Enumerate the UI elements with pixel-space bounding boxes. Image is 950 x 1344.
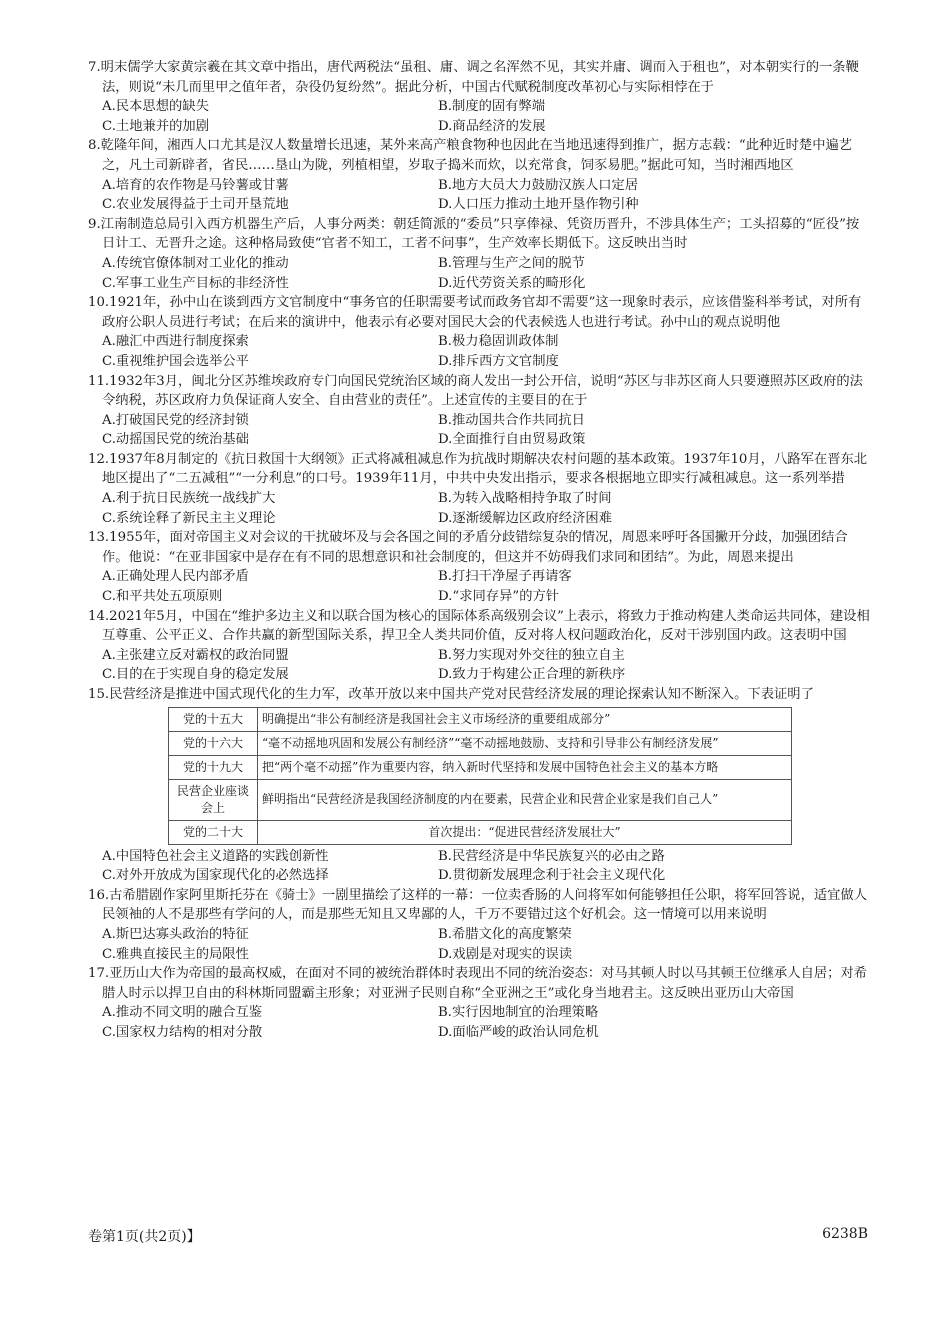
exam-page	[88, 58, 872, 1043]
question-stem: 16.古希腊剧作家阿里斯托芬在《骑士》一剧里描绘了这样的一幕：一位卖香肠的人问将军如何能够担任公职，将军回答说，适宜做人民领袖的人不是那些有学问的人，而是那些无知且又卑鄙的人，千万不要错过这个好机会。这一情境可以用来说明	[88, 887, 868, 923]
option-d: D.面临严峻的政治认同危机	[438, 1024, 599, 1040]
option-c: C.动摇国民党的统治基础	[102, 432, 249, 448]
option-a: A.推动不同文明的融合互鉴	[102, 1005, 263, 1021]
option-a: A.主张建立反对霸权的政治同盟	[102, 647, 289, 663]
option-b: B.希腊文化的高度繁荣	[438, 926, 572, 942]
option-b: B.极力稳固训政体制	[438, 334, 559, 350]
option-b: B.制度的固有弊端	[438, 99, 546, 115]
option-c: C.系统诠释了新民主主义理论	[102, 510, 276, 526]
options	[88, 567, 872, 606]
question-stem: 11.1932年3月，闽北分区苏维埃政府专门向国民党统治区域的商人发出一封公开信，说明“苏区与非苏区商人只要遵照苏区政府的法令纳税，苏区政府力负保证商人安全、自由营业的责任”。上述宣传的主要目的在于	[88, 373, 863, 409]
table-cell-value: 鲜明指出“民营经济是我国经济制度的内在要素，民营企业和民营企业家是我们自己人”	[258, 779, 792, 820]
table-row	[169, 779, 792, 820]
question-8	[88, 136, 872, 214]
table-cell-key: 党的十九大	[169, 755, 258, 779]
option-c: C.国家权力结构的相对分散	[102, 1024, 263, 1040]
option-b: B.为转入战略相持争取了时间	[438, 491, 612, 507]
question-7	[88, 58, 872, 136]
option-c: C.目的在于实现自身的稳定发展	[102, 667, 289, 683]
question-stem: 17.亚历山大作为帝国的最高权威，在面对不同的被统治群体时表现出不同的统治姿态：对马其顿人时以马其顿王位继承人自居；对希腊人时示以捍卫自由的科林斯同盟霸主形象；对亚洲子民则自称“全亚洲之王”或化身当地君主。这反映出亚历山大帝国	[88, 966, 868, 1001]
option-a: A.打破国民党的经济封锁	[102, 412, 249, 428]
table-row	[169, 820, 792, 844]
option-c: C.土地兼并的加剧	[102, 118, 210, 134]
option-d: D.排斥西方文官制度	[438, 353, 559, 369]
option-d: D.逐渐缓解边区政府经济困难	[438, 510, 612, 526]
table-cell-value: 把“两个毫不动摇”作为重要内容，纳入新时代坚持和发展中国特色社会主义的基本方略	[258, 755, 792, 779]
table-cell-key: 民营企业座谈会上	[169, 779, 258, 820]
option-b: B.打扫干净屋子再请客	[438, 569, 572, 585]
question-9	[88, 215, 872, 293]
option-b: B.民营经济是中华民族复兴的必由之路	[438, 848, 665, 864]
option-b: B.努力实现对外交往的独立自主	[438, 647, 625, 663]
option-d: D.近代劳资关系的畸形化	[438, 275, 586, 291]
option-a: A.斯巴达寡头政治的特征	[102, 926, 249, 942]
option-d: D.商品经济的发展	[438, 118, 546, 134]
question-stem: 9.江南制造总局引入西方机器生产后，人事分两类：朝廷简派的“委员”只享俸禄、凭资历晋升，不涉具体生产；工头招募的“匠役”按日计工、无晋升之途。这种格局致使“官者不知工，工者不问事”，生产效率长期低下。这反映出当时	[88, 216, 860, 252]
options	[88, 847, 872, 886]
question-12	[88, 450, 872, 528]
question-stem: 10.1921年，孙中山在谈到西方文官制度中“事务官的任职需要考试而政务官却不需要”这一现象时表示，应该借鉴科举考试，对所有政府公职人员进行考试；在后来的演讲中，他表示有必要对国民大会的代表候选人也进行考试。孙中山的观点说明他	[88, 295, 862, 330]
question-13	[88, 528, 872, 606]
option-a: A.利于抗日民族统一战线扩大	[102, 491, 276, 507]
option-a: A.中国特色社会主义道路的实践创新性	[102, 848, 329, 864]
option-c: C.对外开放成为国家现代化的必然选择	[102, 868, 329, 884]
table-cell-key: 党的十五大	[169, 707, 258, 731]
question-16	[88, 886, 872, 964]
option-a: A.培育的农作物是马铃薯或甘薯	[102, 177, 289, 193]
option-b: B.地方大员大力鼓励汉族人口定居	[438, 177, 639, 193]
option-d: D.全面推行自由贸易政策	[438, 432, 586, 448]
option-b: B.管理与生产之间的脱节	[438, 255, 585, 271]
option-a: A.正确处理人民内部矛盾	[102, 569, 249, 585]
table-row	[169, 707, 792, 731]
option-b: B.推动国共合作共同抗日	[438, 412, 585, 428]
question-stem: 15.民营经济是推进中国式现代化的生力军，改革开放以来中国共产党对民营经济发展的理论探索认知不断深入。下表证明了	[88, 687, 814, 702]
table-cell-value: “毫不动摇地巩固和发展公有制经济”“毫不动摇地鼓励、支持和引导非公有制经济发展”	[258, 731, 792, 755]
option-a: A.民本思想的缺失	[102, 99, 209, 115]
option-d: D.“求同存异”的方针	[438, 589, 560, 605]
question-11	[88, 372, 872, 450]
table-cell-key: 党的二十大	[169, 820, 258, 844]
option-b: B.实行因地制宜的治理策略	[438, 1005, 599, 1021]
table-cell-value: 首次提出：“促进民营经济发展壮大”	[258, 820, 792, 844]
question-stem: 12.1937年8月制定的《抗日救国十大纲领》正式将减租减息作为抗战时期解决农村问题的基本政策。1937年10月，八路军在晋东北地区提出了“二五减租”“一分利息”的口号。1939年11月，中共中央发出指示，要求各根据地立即实行减租减息。这一系列举措	[88, 451, 868, 487]
options	[88, 332, 872, 371]
question-stem: 14.2021年5月，中国在“维护多边主义和以联合国为核心的国际体系高级别会议”上表示，将致力于推动构建人类命运共同体，建设相互尊重、公平正义、合作共赢的新型国际关系，捍卫全人类共同价值，反对将人权问题政治化，反对干涉别国内政。这表明中国	[88, 608, 870, 644]
option-c: C.重视维护国会选举公平	[102, 353, 249, 369]
option-c: C.雅典直接民主的局限性	[102, 946, 249, 962]
table-cell-key: 党的十六大	[169, 731, 258, 755]
options	[88, 411, 872, 450]
option-a: A.融汇中西进行制度探索	[102, 334, 249, 350]
option-d: D.人口压力推动土地开垦作物引种	[438, 197, 639, 213]
option-d: D.致力于构建公正合理的新秩序	[438, 667, 626, 683]
options	[88, 176, 872, 215]
question-stem: 8.乾隆年间，湘西人口尤其是汉人数量增长迅速，某外来高产粮食物种也因此在当地迅速得到推广，据方志载：“此种近时楚中遍艺之，凡土司新辟者，省民……垦山为陇，列植相望，岁取子捣米而炊，以充常食，饲豕易肥。”据此可知，当时湘西地区	[88, 138, 853, 173]
options	[88, 925, 872, 964]
options	[88, 254, 872, 293]
options	[88, 97, 872, 136]
question-17	[88, 964, 872, 1042]
exam-code: 6238B	[822, 1226, 868, 1242]
question-stem: 13.1955年，面对帝国主义对会议的干扰破坏及与会各国之间的矛盾分歧错综复杂的情况，周恩来呼吁各国撇开分歧，加强团结合作。他说：“在亚非国家中是存在有不同的思想意识和社会制度的，但这并不妨碍我们求同和团结”。为此，周恩来提出	[88, 530, 848, 565]
option-c: C.农业发展得益于土司开垦荒地	[102, 197, 289, 213]
question-15	[88, 685, 872, 886]
option-d: D.戏剧是对现实的误读	[438, 946, 573, 962]
table-cell-value: 明确提出“非公有制经济是我国社会主义市场经济的重要组成部分”	[258, 707, 792, 731]
options	[88, 1003, 872, 1042]
question-10	[88, 293, 872, 371]
options	[88, 489, 872, 528]
page-number: 卷第1页(共2页)】	[88, 1229, 201, 1245]
policy-table	[168, 707, 792, 845]
table-row	[169, 755, 792, 779]
option-c: C.军事工业生产目标的非经济性	[102, 275, 289, 291]
option-c: C.和平共处五项原则	[102, 589, 223, 605]
options	[88, 646, 872, 685]
option-a: A.传统官僚体制对工业化的推动	[102, 255, 289, 271]
table-row	[169, 731, 792, 755]
question-14	[88, 607, 872, 685]
question-stem: 7.明末儒学大家黄宗羲在其文章中指出，唐代两税法“虽租、庸、调之名浑然不见，其实并庸、调而入于租也”，对本朝实行的一条鞭法，则说“未几而里甲之值年者，杂役仍复纷然”。据此分析，中国古代赋税制度改革初心与实际相悖在于	[88, 60, 859, 95]
option-d: D.贯彻新发展理念利于社会主义现代化	[438, 868, 666, 884]
